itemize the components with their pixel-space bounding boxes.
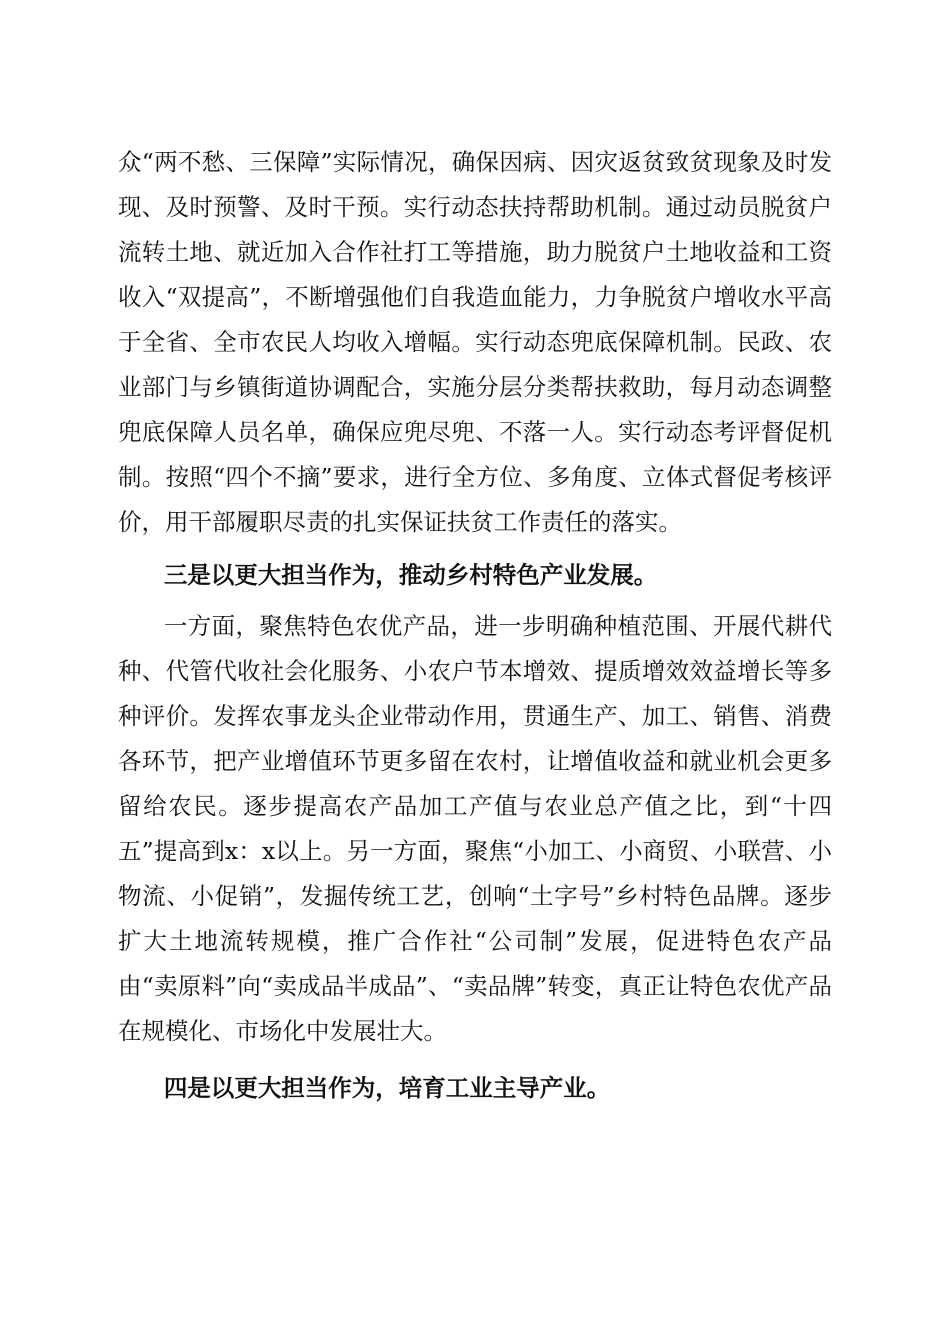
section-heading-3: 三是以更大担当作为，推动乡村特色产业发展。 [163,561,658,589]
section-heading-4: 四是以更大担当作为，培育工业主导产业。 [163,1074,611,1102]
document-body [118,140,832,1111]
paragraph-specialty-industry: 一方面，聚焦特色农优产品，进一步明确种植范围、开展代耕代种、代管代收社会化服务、小农户节本增效、提质增效效益增长等多种评价。发挥农事龙头企业带动作用，贯通生产、加工、销售、消费各环节，把产业增值环节更多留在农村，让增值收益和就业机会更多留给农民。逐步提高农产品加工产值与农业总产值之比，到“十四五”提高到x：x以上。另一方面，聚焦“小加工、小商贸、小联营、小物流、小促销”，发掘传统工艺，创响“土字号”乡村特色品牌。逐步扩大土地流转规模，推广合作社“公司制”发展，促进特色农产品由“卖原料”向“卖成品半成品”、“卖品牌”转变，真正让特色农优产品在规模化、市场化中发展壮大。 [118,612,832,1045]
paragraph-dynamic-mechanisms: 众“两不愁、三保障”实际情况，确保因病、因灾返贫致贫现象及时发现、及时预警、及时干预。实行动态扶持帮助机制。通过动员脱贫户流转土地、就近加入合作社打工等措施，助力脱贫户土地收益和工资收入“双提高”，不断增强他们自我造血能力，力争脱贫户增收水平高于全省、全市农民人均收入增幅。实行动态兜底保障机制。民政、农业部门与乡镇街道协调配合，实施分层分类帮扶救助，每月动态调整兜底保障人员名单，确保应兜尽兜、不落一人。实行动态考评督促机制。按照“四个不摘”要求，进行全方位、多角度、立体式督促考核评价，用干部履职尽责的扎实保证扶贫工作责任的落实。 [118,148,832,536]
